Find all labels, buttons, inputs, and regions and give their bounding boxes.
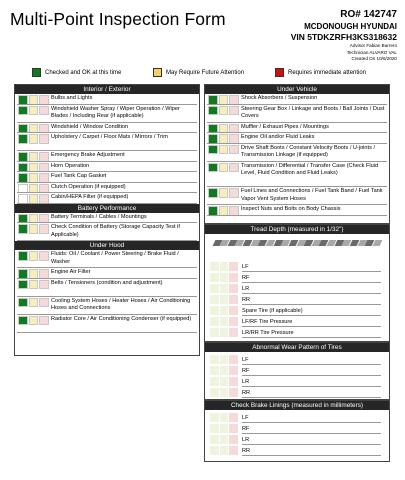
- status-immediate-box[interactable]: [229, 188, 239, 198]
- status-immediate-box[interactable]: [229, 413, 238, 422]
- tire-row: [205, 423, 389, 434]
- inspection-item-label: Cooling System Hoses / Heater Hoses / Air Conditioning Hoses and Connections: [51, 297, 191, 311]
- tread-depth-panel: [204, 224, 390, 342]
- tire-row-label: RR: [242, 390, 251, 396]
- inspection-item-label: Battery Terminals / Cables / Mountings: [51, 213, 147, 220]
- tire-row: [205, 261, 389, 272]
- status-immediate-box[interactable]: [229, 377, 238, 386]
- inspection-item: [15, 172, 199, 183]
- legend-swatch-red: [275, 68, 284, 77]
- status-boxes: [18, 106, 50, 116]
- status-ok-box[interactable]: [208, 163, 218, 173]
- row-divider: [17, 203, 197, 204]
- inspection-item-label: Bulbs and Lights: [51, 95, 93, 101]
- inspection-item: [205, 205, 389, 216]
- status-ok-box[interactable]: [208, 145, 218, 155]
- inspection-item: [15, 250, 199, 268]
- status-future-box[interactable]: [29, 134, 39, 144]
- tire-row: [205, 327, 389, 338]
- status-future-box[interactable]: [220, 377, 229, 386]
- section-title: Under Hood: [15, 241, 199, 250]
- tire-row-label: RR: [242, 297, 251, 303]
- status-boxes: [210, 435, 239, 444]
- status-boxes: [210, 355, 239, 364]
- status-future-box[interactable]: [220, 366, 229, 375]
- section-title: Interior / Exterior: [15, 85, 199, 94]
- status-future-box[interactable]: [210, 328, 219, 337]
- status-immediate-box[interactable]: [39, 280, 49, 290]
- status-future-box[interactable]: [210, 413, 219, 422]
- status-immediate-box[interactable]: [229, 284, 238, 293]
- status-ok-box[interactable]: [18, 106, 28, 116]
- status-future-box[interactable]: [210, 366, 219, 375]
- status-ok-box[interactable]: [18, 280, 28, 290]
- status-immediate-box[interactable]: [229, 366, 238, 375]
- status-immediate-box[interactable]: [39, 251, 49, 261]
- tire-row-label: RF: [242, 275, 250, 281]
- status-boxes: [210, 377, 239, 386]
- status-immediate-box[interactable]: [229, 435, 238, 444]
- status-ok-box[interactable]: [18, 316, 28, 326]
- status-future-box[interactable]: [210, 355, 219, 364]
- vin-number: VIN 5TDKZRFH3KS318632: [290, 32, 397, 42]
- status-immediate-box[interactable]: [39, 316, 49, 326]
- row-divider: [207, 215, 387, 216]
- status-boxes: [18, 280, 50, 290]
- status-future-box[interactable]: [29, 224, 39, 234]
- inspection-item-label: Engine Air Filter: [51, 269, 91, 275]
- status-immediate-box[interactable]: [229, 424, 238, 433]
- tire-row-label: RF: [242, 426, 250, 432]
- inspection-item: [15, 94, 199, 105]
- tire-row: [205, 305, 389, 316]
- status-boxes: [18, 316, 50, 326]
- status-immediate-box[interactable]: [39, 298, 49, 308]
- status-boxes: [208, 145, 240, 155]
- inspection-item: [15, 123, 199, 134]
- inspection-item: [15, 193, 199, 204]
- tire-row: [205, 294, 389, 305]
- inspection-item: [205, 162, 389, 188]
- inspection-item-label: Drive Shaft Boots / Constant Velocity Boots / U-joints / Transmission Linkage (if equipped): [241, 144, 375, 158]
- status-future-box[interactable]: [220, 306, 229, 315]
- legend-label: Checked and OK at this time: [45, 69, 122, 76]
- inspection-item-label: Windshield Washer Spray / Wiper Operation / Wiper Blades / Including Rear (if applicable): [51, 105, 180, 119]
- status-future-box[interactable]: [220, 413, 229, 422]
- status-future-box[interactable]: [220, 424, 229, 433]
- status-future-box[interactable]: [29, 106, 39, 116]
- inspection-item-label: Fuel Tank Cap Gasket: [51, 173, 107, 179]
- inspection-item-label: Steering Gear Box / Linkage and Boots / Ball Joints / Dust Covers: [241, 105, 385, 119]
- status-immediate-box[interactable]: [229, 295, 238, 304]
- tire-row-label: LR: [242, 379, 250, 385]
- row-divider: [17, 332, 197, 333]
- created-date: Created On 10/6/2020: [351, 56, 397, 62]
- legend-immediate: [275, 68, 366, 77]
- inspection-item: [15, 151, 199, 162]
- abnormal-wear-title: Abnormal Wear Pattern of Tires: [205, 343, 389, 352]
- status-boxes: [210, 446, 239, 455]
- status-immediate-box[interactable]: [229, 446, 238, 455]
- status-future-box[interactable]: [29, 316, 39, 326]
- inspection-item: [205, 123, 389, 134]
- abnormal-wear-panel: [204, 342, 390, 400]
- legend-label: May Require Future Attention: [166, 69, 245, 76]
- status-boxes: [210, 306, 239, 315]
- status-future-box[interactable]: [219, 163, 229, 173]
- header-info: [291, 9, 397, 63]
- status-immediate-box[interactable]: [229, 355, 238, 364]
- status-boxes: [210, 388, 239, 397]
- status-future-box[interactable]: [210, 435, 219, 444]
- inspection-item-label: Clutch Operation (if equipped): [51, 183, 126, 190]
- inspection-item-label: Fluids: Oil / Coolant / Power Steering / Brake Fluid / Washer: [51, 251, 179, 265]
- inspection-item: [205, 133, 389, 144]
- inspection-item: [15, 183, 199, 194]
- status-immediate-box[interactable]: [39, 224, 49, 234]
- status-boxes: [210, 262, 239, 271]
- status-future-box[interactable]: [220, 262, 229, 271]
- inspection-item: [205, 94, 389, 105]
- status-boxes: [208, 163, 240, 173]
- inspection-item: [15, 162, 199, 173]
- status-immediate-box[interactable]: [229, 163, 239, 173]
- legend-swatch-yellow: [153, 68, 162, 77]
- status-boxes: [208, 188, 240, 198]
- status-future-box[interactable]: [220, 446, 229, 455]
- tire-row: [205, 445, 389, 456]
- status-immediate-box[interactable]: [229, 306, 238, 315]
- status-immediate-box[interactable]: [229, 388, 238, 397]
- tire-row-label: LR: [242, 286, 250, 292]
- status-boxes: [18, 224, 50, 234]
- status-ok-box[interactable]: [18, 298, 28, 308]
- inspection-item: [15, 213, 199, 224]
- status-immediate-box[interactable]: [39, 106, 49, 116]
- status-immediate-box[interactable]: [39, 134, 49, 144]
- status-boxes: [18, 251, 50, 261]
- status-boxes: [18, 134, 50, 144]
- inspection-item-label: Muffler / Exhaust Pipes / Mountings: [241, 123, 329, 130]
- inspection-item-label: Emergency Brake Adjustment: [51, 152, 125, 158]
- tread-depth-title: Tread Depth (measured in 1/32"): [205, 225, 389, 234]
- inspection-item-label: Engine Oil and/or Fluid Leaks: [241, 134, 315, 140]
- inspection-item: [205, 187, 389, 205]
- legend-label: Requires immediate attention: [288, 69, 367, 76]
- tire-row-label: Spare Tire (if applicable): [242, 308, 303, 314]
- status-future-box[interactable]: [210, 377, 219, 386]
- tire-row: [205, 387, 389, 398]
- status-future-box[interactable]: [219, 106, 229, 116]
- status-future-box[interactable]: [219, 188, 229, 198]
- inspection-item-label: Check Condition of Battery (Storage Capacity Test if Applicable): [51, 224, 180, 238]
- status-boxes: [210, 317, 239, 326]
- status-boxes: [210, 424, 239, 433]
- section-title: Battery Performance: [15, 204, 199, 213]
- tire-row-label: LF: [242, 415, 249, 421]
- ro-number: RO# 142747: [340, 9, 397, 20]
- status-ok-box[interactable]: [18, 224, 28, 234]
- status-boxes: [210, 328, 239, 337]
- inspection-item: [205, 144, 389, 162]
- status-immediate-box[interactable]: [229, 328, 238, 337]
- advisor: Advisor Fabian Barrero: [349, 43, 397, 48]
- legend-swatch-green: [32, 68, 41, 77]
- inspection-item: [15, 133, 199, 151]
- tread-segment: [373, 240, 382, 246]
- tire-row: [205, 434, 389, 445]
- status-ok-box[interactable]: [208, 106, 218, 116]
- status-future-box[interactable]: [210, 295, 219, 304]
- status-future-box[interactable]: [210, 446, 219, 455]
- inspection-item: [15, 268, 199, 279]
- under-vehicle-panel: [204, 84, 390, 224]
- technician: Technician ALVARO VAL: [346, 49, 397, 55]
- tire-row: [205, 316, 389, 327]
- status-future-box[interactable]: [220, 328, 229, 337]
- tire-row-label: LF: [242, 264, 249, 270]
- inspection-item: [15, 297, 199, 315]
- status-future-box[interactable]: [210, 284, 219, 293]
- tire-row-label: RR: [242, 448, 251, 454]
- section-title: Under Vehicle: [205, 85, 389, 94]
- status-future-box[interactable]: [210, 262, 219, 271]
- status-boxes: [210, 295, 239, 304]
- status-boxes: [208, 106, 240, 116]
- status-future-box[interactable]: [29, 280, 39, 290]
- legend-future: [153, 68, 244, 77]
- tire-row-label: RF: [242, 368, 250, 374]
- inspection-item: [15, 223, 199, 241]
- tire-row-label: LR: [242, 437, 250, 443]
- status-boxes: [210, 273, 239, 282]
- status-future-box[interactable]: [210, 273, 219, 282]
- status-future-box[interactable]: [210, 306, 219, 315]
- inspection-item-label: Inspect Nuts and Bolts on Body Chassis: [241, 206, 341, 212]
- tread-pattern-icon: [213, 240, 381, 246]
- status-future-box[interactable]: [220, 435, 229, 444]
- status-ok-box[interactable]: [18, 134, 28, 144]
- row-divider: [17, 240, 197, 241]
- tire-row: [205, 354, 389, 365]
- tire-row: [205, 365, 389, 376]
- status-future-box[interactable]: [220, 273, 229, 282]
- status-immediate-box[interactable]: [229, 317, 238, 326]
- dealer-name: MCDONOUGH HYUNDAI: [304, 22, 397, 31]
- status-future-box[interactable]: [220, 284, 229, 293]
- legend: [0, 68, 405, 78]
- inspection-item-label: Fuel Lines and Connections / Fuel Tank Band / Fuel Tank Vapor Vent System Hoses: [241, 188, 383, 202]
- inspection-item: [15, 105, 199, 123]
- inspection-item-label: Transmission / Differential / Transfer Case (Check Fluid Level, Fluid Condition and Fluid Leaks): [241, 162, 379, 176]
- tire-row-label: LR/RR Tire Pressure: [242, 330, 294, 336]
- status-boxes: [18, 298, 50, 308]
- inspection-item-label: Windshield / Window Condition: [51, 123, 129, 130]
- status-future-box[interactable]: [220, 388, 229, 397]
- status-future-box[interactable]: [29, 251, 39, 261]
- status-boxes: [210, 413, 239, 422]
- inspection-item-label: Upholstery / Carpet / Floor Mats / Mirrors / Trim: [51, 134, 168, 140]
- status-future-box[interactable]: [210, 388, 219, 397]
- status-boxes: [210, 284, 239, 293]
- inspection-item: [205, 105, 389, 123]
- page-title: Multi-Point Inspection Form: [10, 9, 226, 29]
- status-immediate-box[interactable]: [229, 273, 238, 282]
- status-future-box[interactable]: [29, 298, 39, 308]
- tire-row: [205, 283, 389, 294]
- tire-row: [205, 412, 389, 423]
- status-immediate-box[interactable]: [229, 262, 238, 271]
- status-future-box[interactable]: [220, 295, 229, 304]
- brake-linings-panel: [204, 400, 390, 462]
- left-panel: [14, 84, 200, 356]
- inspection-item-label: Belts / Tensioners (condition and adjustment): [51, 279, 163, 286]
- status-ok-box[interactable]: [208, 188, 218, 198]
- inspection-item: [15, 279, 199, 297]
- status-future-box[interactable]: [210, 424, 219, 433]
- tire-row-label: LF: [242, 357, 249, 363]
- inspection-item-label: Shock Absorbers / Suspension: [241, 95, 318, 101]
- row-divider: [242, 455, 381, 456]
- tire-row: [205, 376, 389, 387]
- status-future-box[interactable]: [210, 317, 219, 326]
- status-future-box[interactable]: [220, 317, 229, 326]
- status-immediate-box[interactable]: [229, 106, 239, 116]
- status-boxes: [210, 366, 239, 375]
- status-future-box[interactable]: [220, 355, 229, 364]
- inspection-item: [15, 315, 199, 333]
- status-ok-box[interactable]: [18, 251, 28, 261]
- tire-row: [205, 272, 389, 283]
- status-immediate-box[interactable]: [229, 145, 239, 155]
- inspection-item-label: Cabin/HEPA Filter (if equipped): [51, 194, 129, 200]
- inspection-item-label: Horn Operation: [51, 162, 90, 169]
- row-divider: [242, 397, 381, 398]
- inspection-item-label: Radiator Core / Air Conditioning Condenser (if equipped): [51, 315, 192, 322]
- status-future-box[interactable]: [219, 145, 229, 155]
- legend-ok: [32, 68, 121, 77]
- brake-linings-title: Check Brake Linings (measured in millimeters): [205, 401, 389, 410]
- row-divider: [242, 337, 381, 338]
- tire-row-label: LF/RF Tire Pressure: [242, 319, 293, 325]
